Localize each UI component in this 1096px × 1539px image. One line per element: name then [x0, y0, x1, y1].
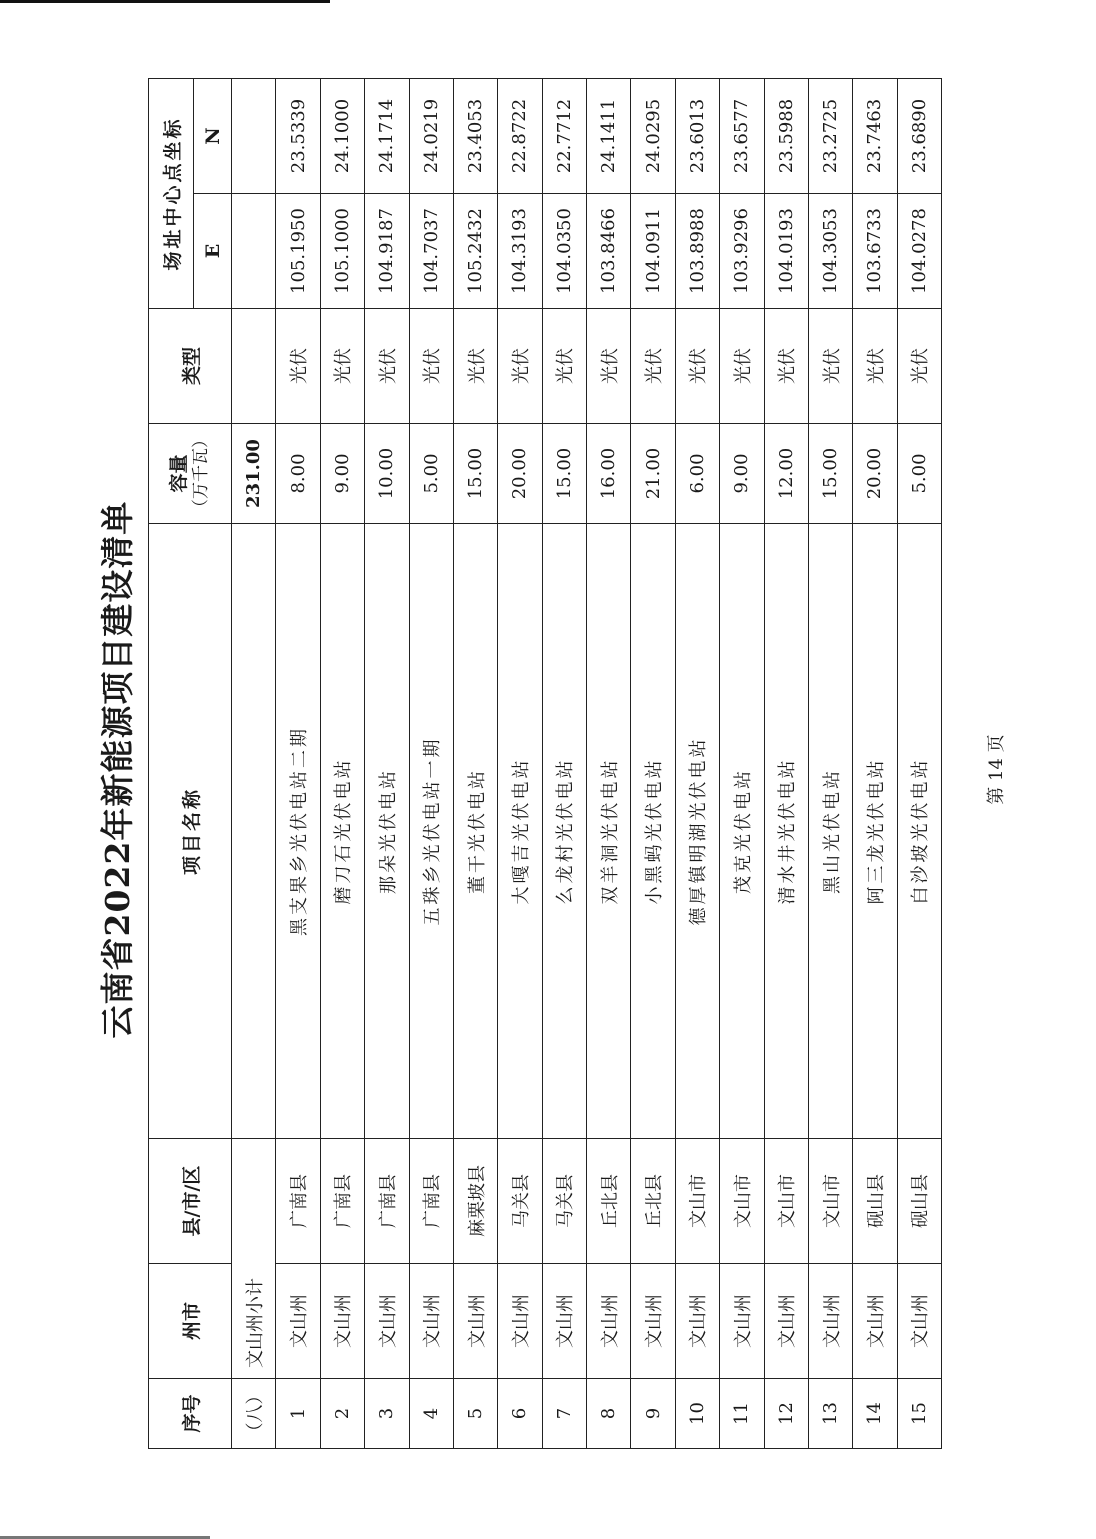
cell-prefecture: 文山州 — [320, 1264, 364, 1379]
cell-prefecture: 文山州 — [453, 1264, 497, 1379]
cell-prefecture: 文山州 — [276, 1264, 320, 1379]
cell-n: 24.1411 — [587, 78, 631, 193]
cell-seq: 15 — [897, 1379, 941, 1449]
cell-e: 103.8988 — [675, 194, 719, 309]
document-title: 云南省2022年新能源项目建设清单 — [98, 500, 137, 1039]
cell-type: 光伏 — [897, 309, 941, 424]
cell-seq: 1 — [276, 1379, 320, 1449]
table-row — [675, 78, 719, 1448]
cell-project-name: 大嘎吉光伏电站 — [498, 524, 542, 1139]
cell-county: 文山市 — [720, 1139, 764, 1264]
subtotal-e-cell — [232, 194, 276, 309]
cell-seq: 10 — [675, 1379, 719, 1449]
cell-e: 104.3193 — [498, 194, 542, 309]
cell-prefecture: 文山州 — [587, 1264, 631, 1379]
cell-e: 104.7037 — [409, 194, 453, 309]
cell-n: 24.0295 — [631, 78, 675, 193]
cell-n: 23.5339 — [276, 78, 320, 193]
cell-n: 22.7712 — [542, 78, 586, 193]
cell-type: 光伏 — [320, 309, 364, 424]
cell-seq: 13 — [808, 1379, 852, 1449]
header-seq: 序号 — [149, 1379, 232, 1449]
cell-e: 105.1000 — [320, 194, 364, 309]
cell-prefecture: 文山州 — [631, 1264, 675, 1379]
cell-e: 104.0911 — [631, 194, 675, 309]
table-row — [631, 78, 675, 1448]
cell-n: 23.6577 — [720, 78, 764, 193]
table-body — [232, 78, 942, 1448]
cell-county: 文山市 — [808, 1139, 852, 1264]
cell-project-name: 那朵光伏电站 — [365, 524, 409, 1139]
cell-capacity: 16.00 — [587, 424, 631, 524]
cell-type: 光伏 — [587, 309, 631, 424]
cell-seq: 4 — [409, 1379, 453, 1449]
cell-capacity: 8.00 — [276, 424, 320, 524]
cell-type: 光伏 — [808, 309, 852, 424]
cell-seq: 3 — [365, 1379, 409, 1449]
cell-n: 23.6890 — [897, 78, 941, 193]
cell-seq: 5 — [453, 1379, 497, 1449]
cell-prefecture: 文山州 — [675, 1264, 719, 1379]
header-name: 项目名称 — [149, 524, 232, 1139]
cell-prefecture: 文山州 — [853, 1264, 897, 1379]
cell-project-name: 黑支果乡光伏电站二期 — [276, 524, 320, 1139]
cell-type: 光伏 — [498, 309, 542, 424]
cell-type: 光伏 — [631, 309, 675, 424]
cell-type: 光伏 — [720, 309, 764, 424]
cell-type: 光伏 — [453, 309, 497, 424]
cell-capacity: 9.00 — [320, 424, 364, 524]
cell-seq: 2 — [320, 1379, 364, 1449]
cell-county: 广南县 — [276, 1139, 320, 1264]
cell-capacity: 15.00 — [808, 424, 852, 524]
header-e: E — [194, 194, 232, 309]
subtotal-capacity: 231.00 — [232, 424, 276, 524]
cell-n: 23.2725 — [808, 78, 852, 193]
cell-n: 23.7463 — [853, 78, 897, 193]
cell-project-name: 茂克光伏电站 — [720, 524, 764, 1139]
table-row — [764, 78, 808, 1448]
table-row — [409, 78, 453, 1448]
subtotal-type-cell — [232, 309, 276, 424]
cell-county: 麻栗坡县 — [453, 1139, 497, 1264]
table-row — [897, 78, 941, 1448]
table-row — [542, 78, 586, 1448]
cell-seq: 8 — [587, 1379, 631, 1449]
cell-prefecture: 文山州 — [764, 1264, 808, 1379]
header-type: 类型 — [149, 309, 232, 424]
cell-capacity: 20.00 — [853, 424, 897, 524]
cell-capacity: 20.00 — [498, 424, 542, 524]
cell-e: 104.9187 — [365, 194, 409, 309]
cell-type: 光伏 — [276, 309, 320, 424]
cell-project-name: 五珠乡光伏电站一期 — [409, 524, 453, 1139]
cell-county: 丘北县 — [631, 1139, 675, 1264]
cell-seq: 12 — [764, 1379, 808, 1449]
subtotal-n-cell — [232, 78, 276, 193]
cell-capacity: 6.00 — [675, 424, 719, 524]
cell-prefecture: 文山州 — [720, 1264, 764, 1379]
cell-county: 砚山县 — [853, 1139, 897, 1264]
cell-type: 光伏 — [853, 309, 897, 424]
cell-capacity: 5.00 — [409, 424, 453, 524]
table-row — [853, 78, 897, 1448]
cell-n: 23.6013 — [675, 78, 719, 193]
cell-type: 光伏 — [764, 309, 808, 424]
cell-n: 22.8722 — [498, 78, 542, 193]
subtotal-row — [232, 78, 276, 1448]
cell-n: 24.0219 — [409, 78, 453, 193]
cell-project-name: 么龙村光伏电站 — [542, 524, 586, 1139]
cell-county: 砚山县 — [897, 1139, 941, 1264]
table-row — [276, 78, 320, 1448]
cell-e: 104.0278 — [897, 194, 941, 309]
table-row — [498, 78, 542, 1448]
cell-e: 105.1950 — [276, 194, 320, 309]
cell-n: 24.1714 — [365, 78, 409, 193]
cell-e: 103.9296 — [720, 194, 764, 309]
page-number: 第 14 页 — [986, 734, 1007, 805]
cell-capacity: 12.00 — [764, 424, 808, 524]
header-coord-group: 场址中心点坐标 — [149, 78, 194, 308]
cell-e: 103.8466 — [587, 194, 631, 309]
cell-county: 马关县 — [542, 1139, 586, 1264]
cell-capacity: 10.00 — [365, 424, 409, 524]
cell-n: 23.5988 — [764, 78, 808, 193]
cell-project-name: 小黑蚂光伏电站 — [631, 524, 675, 1139]
cell-project-name: 白沙坡光伏电站 — [897, 524, 941, 1139]
cell-prefecture: 文山州 — [542, 1264, 586, 1379]
cell-prefecture: 文山州 — [897, 1264, 941, 1379]
cell-capacity: 15.00 — [542, 424, 586, 524]
cell-capacity: 21.00 — [631, 424, 675, 524]
cell-project-name: 董干光伏电站 — [453, 524, 497, 1139]
cell-project-name: 黑山光伏电站 — [808, 524, 852, 1139]
header-county: 县/市/区 — [149, 1139, 232, 1264]
cell-seq: 14 — [853, 1379, 897, 1449]
subtotal-label: 文山州小计 — [232, 1139, 276, 1379]
cell-e: 104.3053 — [808, 194, 852, 309]
cell-e: 103.6733 — [853, 194, 897, 309]
cell-e: 105.2432 — [453, 194, 497, 309]
cell-county: 丘北县 — [587, 1139, 631, 1264]
cell-county: 文山市 — [675, 1139, 719, 1264]
cell-county: 文山市 — [764, 1139, 808, 1264]
header-prefecture: 州市 — [149, 1264, 232, 1379]
header-capacity-line1: 容量 — [167, 454, 190, 493]
cell-prefecture: 文山州 — [498, 1264, 542, 1379]
cell-seq: 7 — [542, 1379, 586, 1449]
table-row — [587, 78, 631, 1448]
cell-e: 104.0193 — [764, 194, 808, 309]
cell-prefecture: 文山州 — [409, 1264, 453, 1379]
header-capacity — [149, 424, 232, 524]
header-n: N — [194, 78, 232, 193]
cell-prefecture: 文山州 — [808, 1264, 852, 1379]
cell-e: 104.0350 — [542, 194, 586, 309]
header-capacity-line2: （万千瓦） — [191, 431, 212, 516]
cell-seq: 9 — [631, 1379, 675, 1449]
cell-seq: 11 — [720, 1379, 764, 1449]
cell-type: 光伏 — [542, 309, 586, 424]
cell-seq: 6 — [498, 1379, 542, 1449]
cell-county: 广南县 — [320, 1139, 364, 1264]
table-row — [365, 78, 409, 1448]
table-row — [453, 78, 497, 1448]
cell-county: 马关县 — [498, 1139, 542, 1264]
cell-type: 光伏 — [365, 309, 409, 424]
table-row — [720, 78, 764, 1448]
cell-project-name: 磨刀石光伏电站 — [320, 524, 364, 1139]
cell-capacity: 9.00 — [720, 424, 764, 524]
table-row — [320, 78, 364, 1448]
cell-county: 广南县 — [409, 1139, 453, 1264]
cell-project-name: 双羊洞光伏电站 — [587, 524, 631, 1139]
subtotal-seq: （八） — [232, 1379, 276, 1449]
cell-project-name: 清水井光伏电站 — [764, 524, 808, 1139]
cell-project-name: 德厚镇明湖光伏电站 — [675, 524, 719, 1139]
cell-county: 广南县 — [365, 1139, 409, 1264]
cell-n: 24.1000 — [320, 78, 364, 193]
table-row — [808, 78, 852, 1448]
cell-prefecture: 文山州 — [365, 1264, 409, 1379]
header-row-1 — [149, 78, 194, 1448]
cell-project-name: 阿三龙光伏电站 — [853, 524, 897, 1139]
cell-type: 光伏 — [675, 309, 719, 424]
cell-capacity: 5.00 — [897, 424, 941, 524]
project-table — [148, 78, 942, 1449]
cell-n: 23.4053 — [453, 78, 497, 193]
cell-type: 光伏 — [409, 309, 453, 424]
subtotal-name-cell — [232, 524, 276, 1139]
cell-capacity: 15.00 — [453, 424, 497, 524]
